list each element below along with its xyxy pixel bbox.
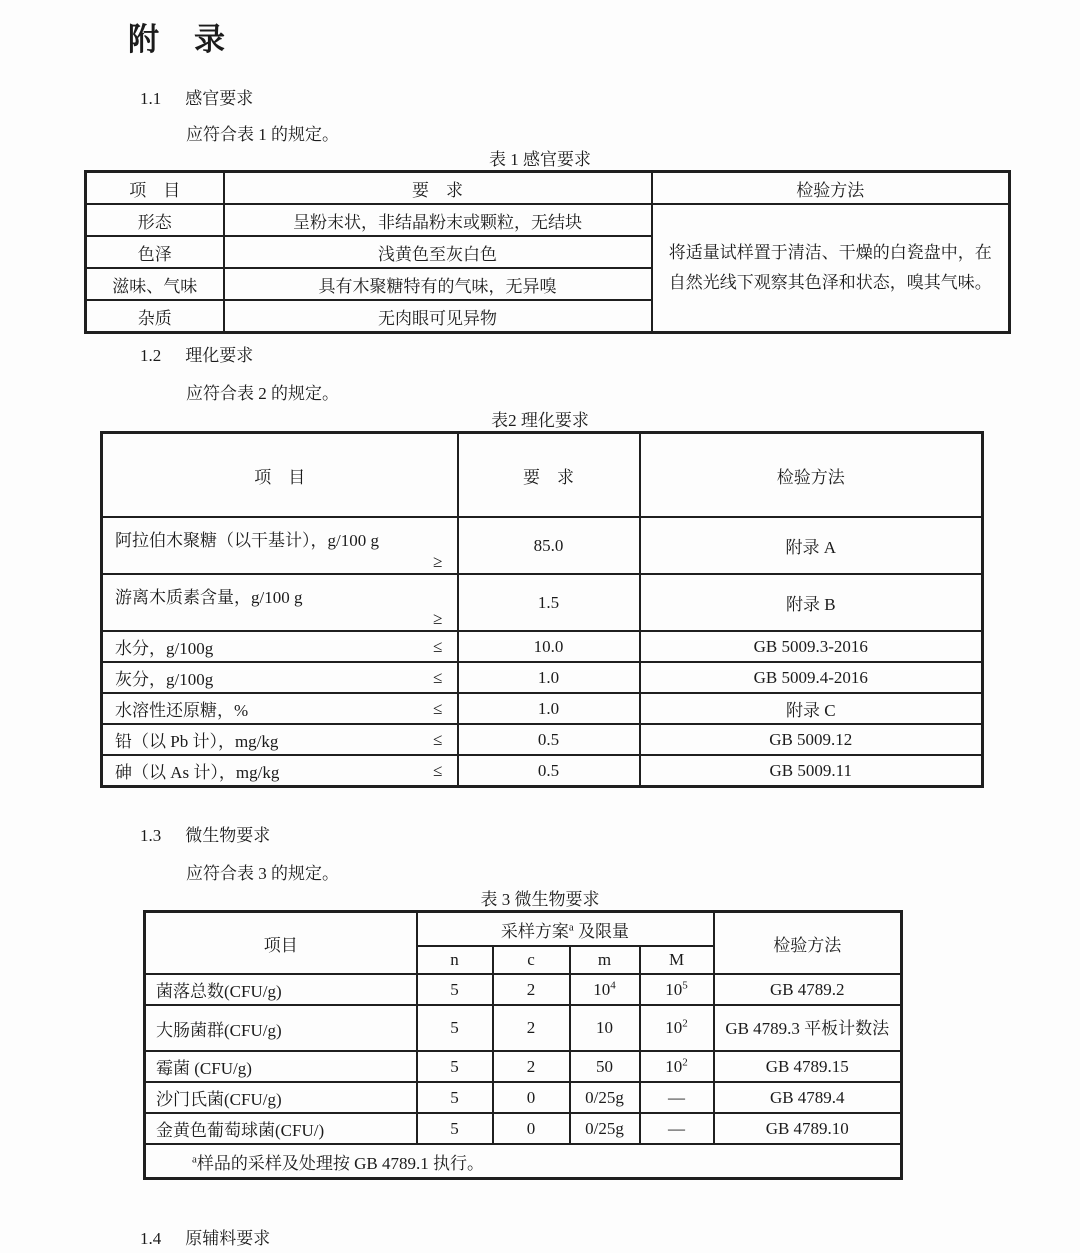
M-value: 10 xyxy=(665,1018,683,1037)
n-cell: 5 xyxy=(417,1051,493,1082)
page-title: 附 录 xyxy=(128,22,227,57)
item-cell xyxy=(102,755,458,787)
M-exponent: 2 xyxy=(682,1055,688,1068)
le-symbol: ≤ xyxy=(433,667,443,687)
footnote-text: 样品的采样及处理按 GB 4789.1 执行。 xyxy=(196,1153,485,1173)
requirement-cell: 无肉眼可见异物 xyxy=(224,300,652,333)
col-header-method: 检验方法 xyxy=(640,433,983,518)
item-cell: 滋味、气味 xyxy=(86,268,224,300)
le-symbol: ≤ xyxy=(433,698,443,718)
section-number: 1.1 xyxy=(140,89,162,108)
M-value: 10 xyxy=(665,1056,683,1076)
item-name: 游离木质素含量，g/100 g xyxy=(115,588,303,607)
m-value: 10 xyxy=(593,979,611,999)
micro-table xyxy=(143,910,903,1180)
plan-label: 采样方案 xyxy=(500,921,569,941)
M-cell xyxy=(640,1113,714,1144)
table-row xyxy=(145,1113,902,1144)
item-cell xyxy=(102,574,458,631)
m-value: 10 xyxy=(596,1018,613,1037)
table-footnote-row xyxy=(145,1144,902,1179)
col-header-item: 项 目 xyxy=(86,172,224,205)
table-row xyxy=(102,755,983,787)
item-cell: 形态 xyxy=(86,204,224,236)
c-cell: 0 xyxy=(493,1113,570,1144)
requirement-cell: 1.5 xyxy=(458,574,640,631)
paragraph-table2-ref: 应符合表 2 的规定。 xyxy=(186,384,339,403)
requirement-cell: 85.0 xyxy=(458,517,640,574)
M-cell xyxy=(640,1051,714,1082)
item-name: 水溶性还原糖，% xyxy=(115,701,249,720)
section-heading-1-2 xyxy=(140,341,253,366)
item-cell: 杂质 xyxy=(86,300,224,333)
M-cell xyxy=(640,1005,714,1051)
plan-footnote-marker: a xyxy=(568,920,574,933)
item-cell: 大肠菌群(CFU/g) xyxy=(145,1005,417,1051)
n-cell: 5 xyxy=(417,974,493,1005)
requirement-cell: 呈粉末状，非结晶粉末或颗粒，无结块 xyxy=(224,204,652,236)
item-cell xyxy=(102,662,458,693)
item-cell: 霉菌 (CFU/g) xyxy=(145,1051,417,1082)
paragraph-table3-ref: 应符合表 3 的规定。 xyxy=(186,864,339,883)
section-label: 感官要求 xyxy=(185,89,254,108)
col-header-item: 项目 xyxy=(145,912,417,975)
method-cell: GB 4789.10 xyxy=(714,1113,902,1144)
M-value: — xyxy=(668,1087,685,1107)
col-header-method: 检验方法 xyxy=(652,172,1010,205)
table-row xyxy=(145,1082,902,1113)
table-row xyxy=(145,974,902,1005)
item-name: 灰分，g/100g xyxy=(115,670,214,689)
M-cell xyxy=(640,1082,714,1113)
requirement-cell: 具有木聚糖特有的气味，无异嗅 xyxy=(224,268,652,300)
table3-caption: 表 3 微生物要求 xyxy=(480,890,600,909)
M-value: — xyxy=(668,1118,685,1138)
c-cell: 2 xyxy=(493,1005,570,1051)
method-cell: GB 5009.3-2016 xyxy=(640,631,983,662)
m-value: 50 xyxy=(596,1056,613,1076)
footnote-marker: a xyxy=(192,1152,197,1165)
table-row xyxy=(145,1051,902,1082)
m-value: 0/25g xyxy=(585,1118,624,1138)
section-heading-1-3 xyxy=(140,821,270,846)
method-cell: 附录 C xyxy=(640,693,983,724)
ge-symbol: ≥ xyxy=(433,609,443,628)
table1-caption: 表 1 感官要求 xyxy=(489,150,591,169)
method-cell: GB 4789.2 xyxy=(714,974,902,1005)
n-cell: 5 xyxy=(417,1113,493,1144)
method-cell: 将适量试样置于清洁、干燥的白瓷盘中，在自然光线下观察其色泽和状态，嗅其气味。 xyxy=(652,204,1010,333)
requirement-cell: 0.5 xyxy=(458,755,640,787)
le-symbol: ≤ xyxy=(433,729,443,749)
m-cell xyxy=(570,1113,640,1144)
m-cell xyxy=(570,974,640,1005)
m-exponent: 4 xyxy=(610,978,616,991)
footnote-cell xyxy=(145,1144,902,1179)
le-symbol: ≤ xyxy=(433,636,443,656)
method-cell: GB 5009.4-2016 xyxy=(640,662,983,693)
item-cell xyxy=(102,631,458,662)
item-cell: 色泽 xyxy=(86,236,224,268)
subcol-M: M xyxy=(640,946,714,974)
c-cell: 2 xyxy=(493,974,570,1005)
col-header-requirement: 要 求 xyxy=(224,172,652,205)
method-cell: GB 4789.3 平板计数法 xyxy=(714,1005,902,1051)
requirement-cell: 浅黄色至灰白色 xyxy=(224,236,652,268)
n-cell: 5 xyxy=(417,1082,493,1113)
le-symbol: ≤ xyxy=(433,760,443,780)
table-header-row xyxy=(86,172,1010,205)
subcol-m: m xyxy=(570,946,640,974)
item-cell xyxy=(102,724,458,755)
item-cell: 沙门氏菌(CFU/g) xyxy=(145,1082,417,1113)
section-label: 理化要求 xyxy=(185,346,254,365)
section-number: 1.4 xyxy=(140,1229,162,1248)
item-name: 铅（以 Pb 计），mg/kg xyxy=(115,732,279,751)
sensory-table xyxy=(84,170,1011,334)
table-header-row xyxy=(145,912,902,947)
method-cell: GB 5009.11 xyxy=(640,755,983,787)
table-row xyxy=(102,517,983,574)
M-cell xyxy=(640,974,714,1005)
method-cell: 附录 A xyxy=(640,517,983,574)
c-cell: 2 xyxy=(493,1051,570,1082)
table-row xyxy=(86,204,1010,236)
section-number: 1.2 xyxy=(140,346,162,365)
table2-caption: 表2 理化要求 xyxy=(491,411,589,430)
requirement-cell: 1.0 xyxy=(458,693,640,724)
col-header-requirement: 要 求 xyxy=(458,433,640,518)
m-cell xyxy=(570,1082,640,1113)
col-header-sampling-plan xyxy=(417,912,714,947)
m-cell xyxy=(570,1051,640,1082)
item-cell: 菌落总数(CFU/g) xyxy=(145,974,417,1005)
subcol-c: c xyxy=(493,946,570,974)
table-row xyxy=(102,631,983,662)
M-exponent: 5 xyxy=(682,978,688,991)
section-label: 微生物要求 xyxy=(185,826,271,845)
item-cell: 金黄色葡萄球菌(CFU/) xyxy=(145,1113,417,1144)
M-exponent: 2 xyxy=(682,1017,688,1030)
requirement-cell: 10.0 xyxy=(458,631,640,662)
requirement-cell: 1.0 xyxy=(458,662,640,693)
ge-symbol: ≥ xyxy=(433,552,443,571)
table-row xyxy=(102,662,983,693)
plan-label-rest: 及限量 xyxy=(573,921,630,941)
c-cell: 0 xyxy=(493,1082,570,1113)
n-cell: 5 xyxy=(417,1005,493,1051)
m-value: 0/25g xyxy=(585,1087,624,1107)
requirement-cell: 0.5 xyxy=(458,724,640,755)
table-row xyxy=(102,574,983,631)
item-name: 砷（以 As 计），mg/kg xyxy=(115,763,280,782)
physchem-table xyxy=(100,431,984,788)
paragraph-table1-ref: 应符合表 1 的规定。 xyxy=(186,125,339,144)
section-number: 1.3 xyxy=(140,826,162,845)
section-heading-1-4 xyxy=(140,1224,270,1249)
subcol-n: n xyxy=(417,946,493,974)
item-cell xyxy=(102,517,458,574)
table-row xyxy=(102,724,983,755)
table-row xyxy=(102,693,983,724)
item-cell xyxy=(102,693,458,724)
table-header-row xyxy=(102,433,983,518)
m-cell xyxy=(570,1005,640,1051)
method-cell: GB 5009.12 xyxy=(640,724,983,755)
table-row xyxy=(145,1005,902,1051)
method-cell: GB 4789.4 xyxy=(714,1082,902,1113)
method-cell: GB 4789.15 xyxy=(714,1051,902,1082)
M-value: 10 xyxy=(665,979,683,999)
method-cell: 附录 B xyxy=(640,574,983,631)
item-name: 阿拉伯木聚糖（以干基计），g/100 g xyxy=(115,531,379,550)
section-label: 原辅料要求 xyxy=(185,1229,271,1248)
col-header-item: 项 目 xyxy=(102,433,458,518)
section-heading-1-1 xyxy=(140,84,253,109)
col-header-method: 检验方法 xyxy=(714,912,902,975)
item-name: 水分，g/100g xyxy=(115,639,214,658)
